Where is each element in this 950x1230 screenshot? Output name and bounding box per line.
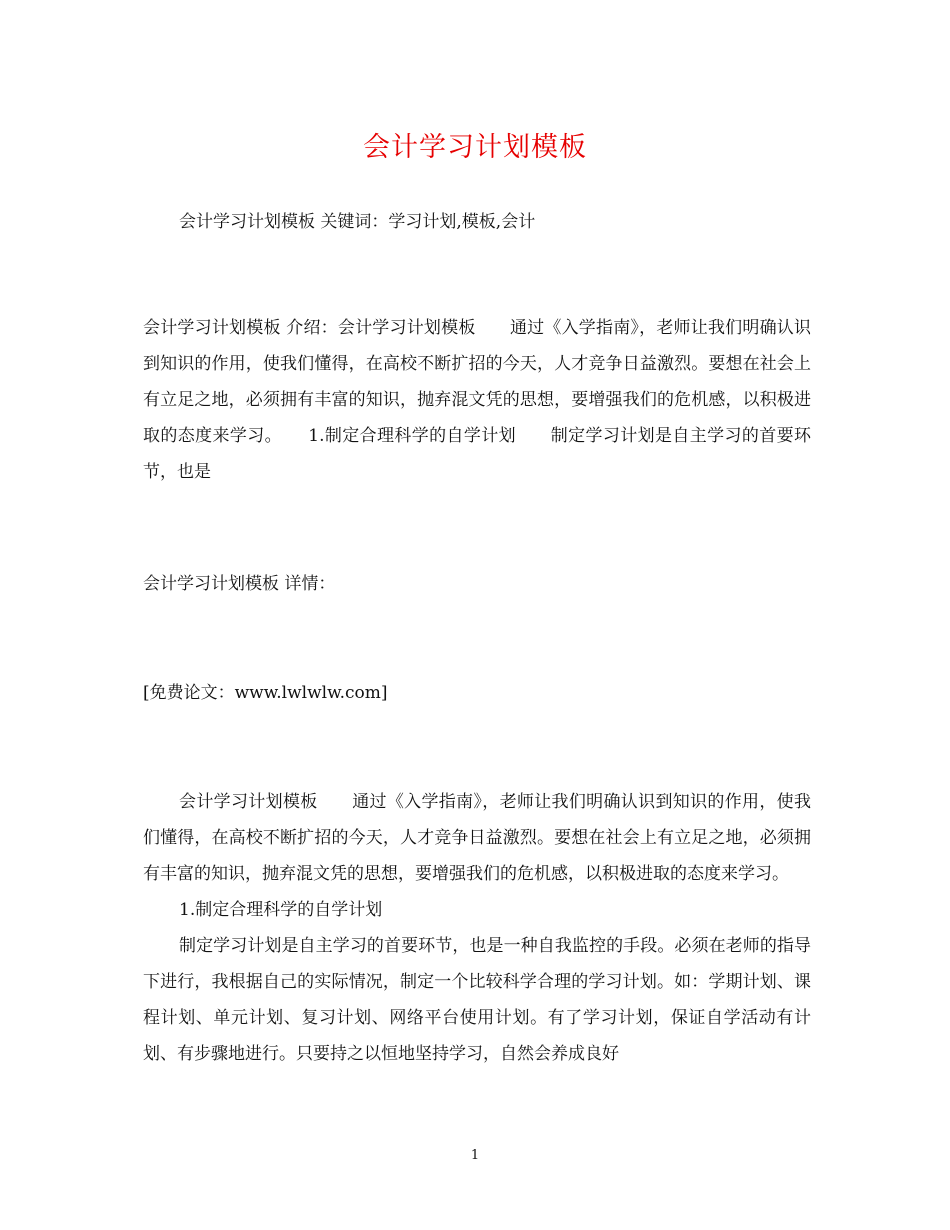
body-paragraph: 1.制定合理科学的自学计划 (179, 900, 383, 920)
keywords-line: 会计学习计划模板 关键词：学习计划,模板,会计 (179, 212, 536, 232)
details-label: 会计学习计划模板 详情： (143, 574, 336, 594)
intro-paragraph: 会计学习计划模板 介绍：会计学习计划模板 通过《入学指南》，老师让我们明确认识到知识的作用，使我们懂得，在高校不断扩招的今天，人才竞争日益激烈。要想在社会上有立足之地，必须拥有丰富的知识，抛弃混文凭的思想，要增强我们的危机感，以积极进取的态度来学习。 1.制定合理科学的自学计划 制定学习计划是自主学习的首要环节，也是 (143, 318, 811, 482)
body-paragraph: 制定学习计划是自主学习的首要环节，也是一种自我监控的手段。必须在老师的指导下进行，我根据自己的实际情况，制定一个比较科学合理的学习计划。如：学期计划、课程计划、单元计划、复习计划、网络平台使用计划。有了学习计划，保证自学活动有计划、有步骤地进行。只要持之以恒地坚持学习，自然会养成良好 (143, 936, 811, 1064)
document-title: 会计学习计划模板 (363, 132, 587, 163)
body-paragraph: 会计学习计划模板 通过《入学指南》，老师让我们明确认识到知识的作用，使我们懂得，在高校不断扩招的今天，人才竞争日益激烈。要想在社会上有立足之地，必须拥有丰富的知识，抛弃混文凭的思想，要增强我们的危机感，以积极进取的态度来学习。 (143, 792, 811, 884)
page-number: 1 (470, 1148, 480, 1163)
source-line: [免费论文：www.lwlwlw.com] (143, 683, 388, 703)
body-text (143, 784, 811, 1072)
